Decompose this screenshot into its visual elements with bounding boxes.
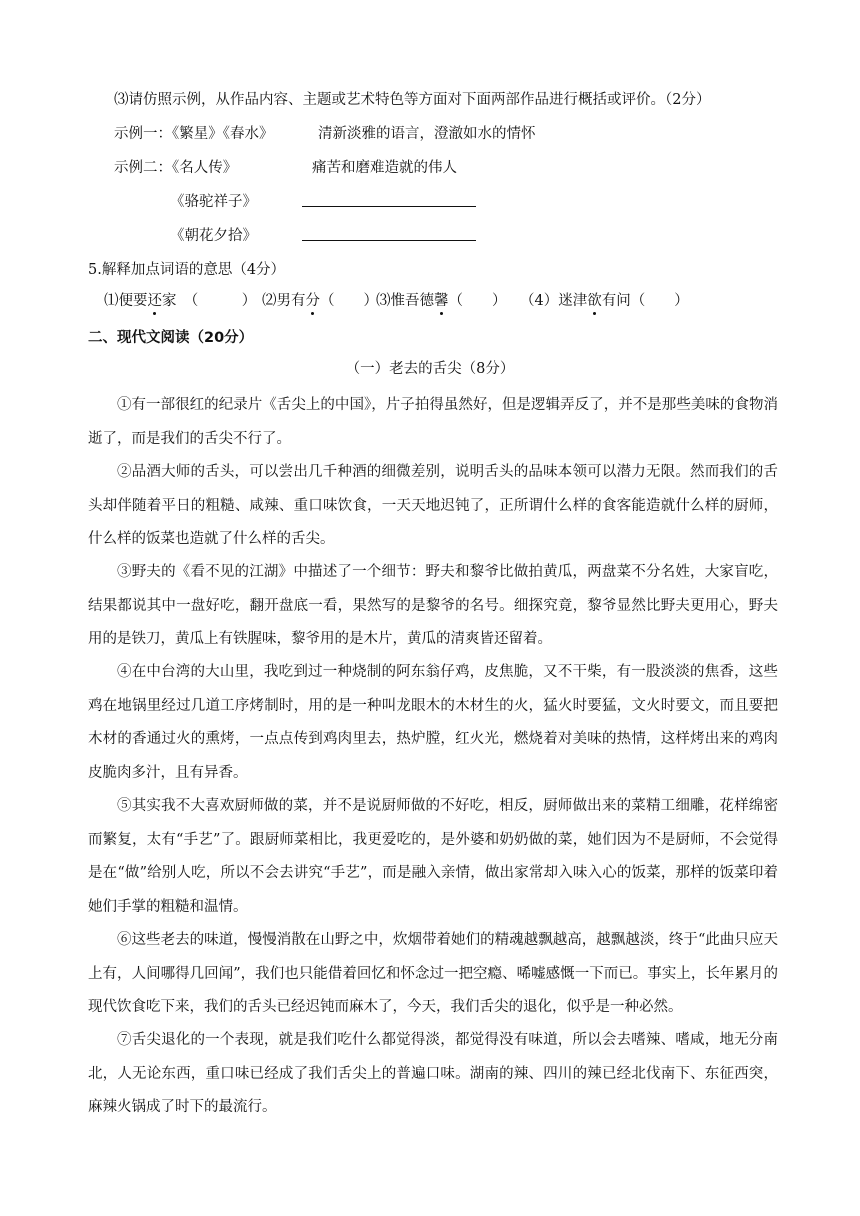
q5-item-3[interactable]: ⑶惟吾德馨（ ） xyxy=(376,293,507,309)
paragraph-1: ①有一部很红的纪录片《舌尖上的中国》，片子拍得虽然好，但是逻辑弄反了，并不是那些美味的食物消逝了，而是我们的舌尖不行了。 xyxy=(88,397,778,447)
example1-text: 清新淡雅的语言，澄澈如水的情怀 xyxy=(318,126,536,142)
q3-prompt: ⑶请仿照示例，从作品内容、主题或艺术特色等方面对下面两部作品进行概括或评价。（2分） xyxy=(114,92,711,108)
dotted-char: 馨 xyxy=(434,293,449,309)
q5-title: 5.解释加点词语的意思（4分） xyxy=(88,262,286,278)
paragraph-2: ②品酒大师的舌头，可以尝出几千种酒的细微差别，说明舌头的品味本领可以潜力无限。然而我们的舌头却伴随着平日的粗糙、咸辣、重口味饮食，一天天地迟钝了，正所谓什么样的食客能造就什么样的厨师，什么样的饭菜也造就了什么样的舌尖。 xyxy=(88,464,778,547)
example2-text: 痛苦和磨难造就的伟人 xyxy=(312,160,457,176)
dotted-char: 还 xyxy=(147,293,162,309)
article-title: （一）老去的舌尖（8分） xyxy=(345,361,515,377)
q5-item-1[interactable]: ⑴便要还家 （ ） xyxy=(104,293,257,309)
paragraph-7: ⑦舌尖退化的一个表现，就是我们吃什么都觉得淡，都觉得没有味道，所以会去嗜辣、嗜咸，地无分南北，人无论东西，重口味已经成了我们舌尖上的普遍口味。湖南的辣、四川的辣已经北伐南下、东征西突，麻辣火锅成了时下的最流行。 xyxy=(88,1032,778,1115)
q5-item-4[interactable]: （4）迷津欲有问（ ） xyxy=(520,293,689,309)
paragraph-4: ④在中台湾的大山里，我吃到过一种烧制的阿东翁仔鸡，皮焦脆，又不干柴，有一股淡淡的焦香，这些鸡在地锅里经过几道工序烤制时，用的是一种叫龙眼木的木材生的火，猛火时要猛，文火时要文，而且要把木材的香通过火的熏烤，一点点传到鸡肉里去，热炉膛，红火光，燃烧着对美味的热情，这样烤出来的鸡肉皮脆肉多汁，且有异香。 xyxy=(88,664,778,781)
work2-answer-blank[interactable] xyxy=(302,226,476,247)
dotted-char: 欲 xyxy=(587,293,602,309)
work1-answer-blank[interactable] xyxy=(302,192,476,213)
example2-label: 示例二：《名人传》 xyxy=(114,160,238,176)
section-heading: 二、现代文阅读（20分） xyxy=(88,330,254,346)
paragraph-3: ③野夫的《看不见的江湖》中描述了一个细节：野夫和黎爷比做拍黄瓜，两盘菜不分名姓，大家盲吃，结果都说其中一盘好吃，翻开盘底一看，果然写的是黎爷的名号。细探究竟，黎爷显然比野夫更用心，野夫用的是铁刀，黄瓜上有铁腥味，黎爷用的是木片，黄瓜的清爽皆还留着。 xyxy=(88,564,778,647)
dotted-char: 分 xyxy=(305,293,320,309)
work1-title: 《骆驼祥子》 xyxy=(170,194,257,210)
example1-label: 示例一：《繁星》《春水》 xyxy=(114,126,274,142)
paragraph-6: ⑥这些老去的味道，慢慢消散在山野之中，炊烟带着她们的精魂越飘越高，越飘越淡，终于“此曲只应天上有，人间哪得几回闻”，我们也只能借着回忆和怀念过一把空瘾、唏嘘感慨一下而已。事实上，长年累月的现代饮食吃下来，我们的舌头已经迟钝而麻木了，今天，我们舌尖的退化，似乎是一种必然。 xyxy=(88,932,778,1015)
work2-title: 《朝花夕拾》 xyxy=(170,228,257,244)
q5-item-2[interactable]: ⑵男有分（ ） xyxy=(262,293,378,309)
paragraph-5: ⑤其实我不大喜欢厨师做的菜，并不是说厨师做的不好吃，相反，厨师做出来的菜精工细雕，花样绵密而繁复，太有“手艺”了。跟厨师菜相比，我更爱吃的，是外婆和奶奶做的菜，她们因为不是厨师，不会觉得是在“做”给别人吃，所以不会去讲究“手艺”，而是融入亲情，做出家常却入味入心的饭菜，那样的饭菜印着她们手掌的粗糙和温情。 xyxy=(88,798,778,915)
